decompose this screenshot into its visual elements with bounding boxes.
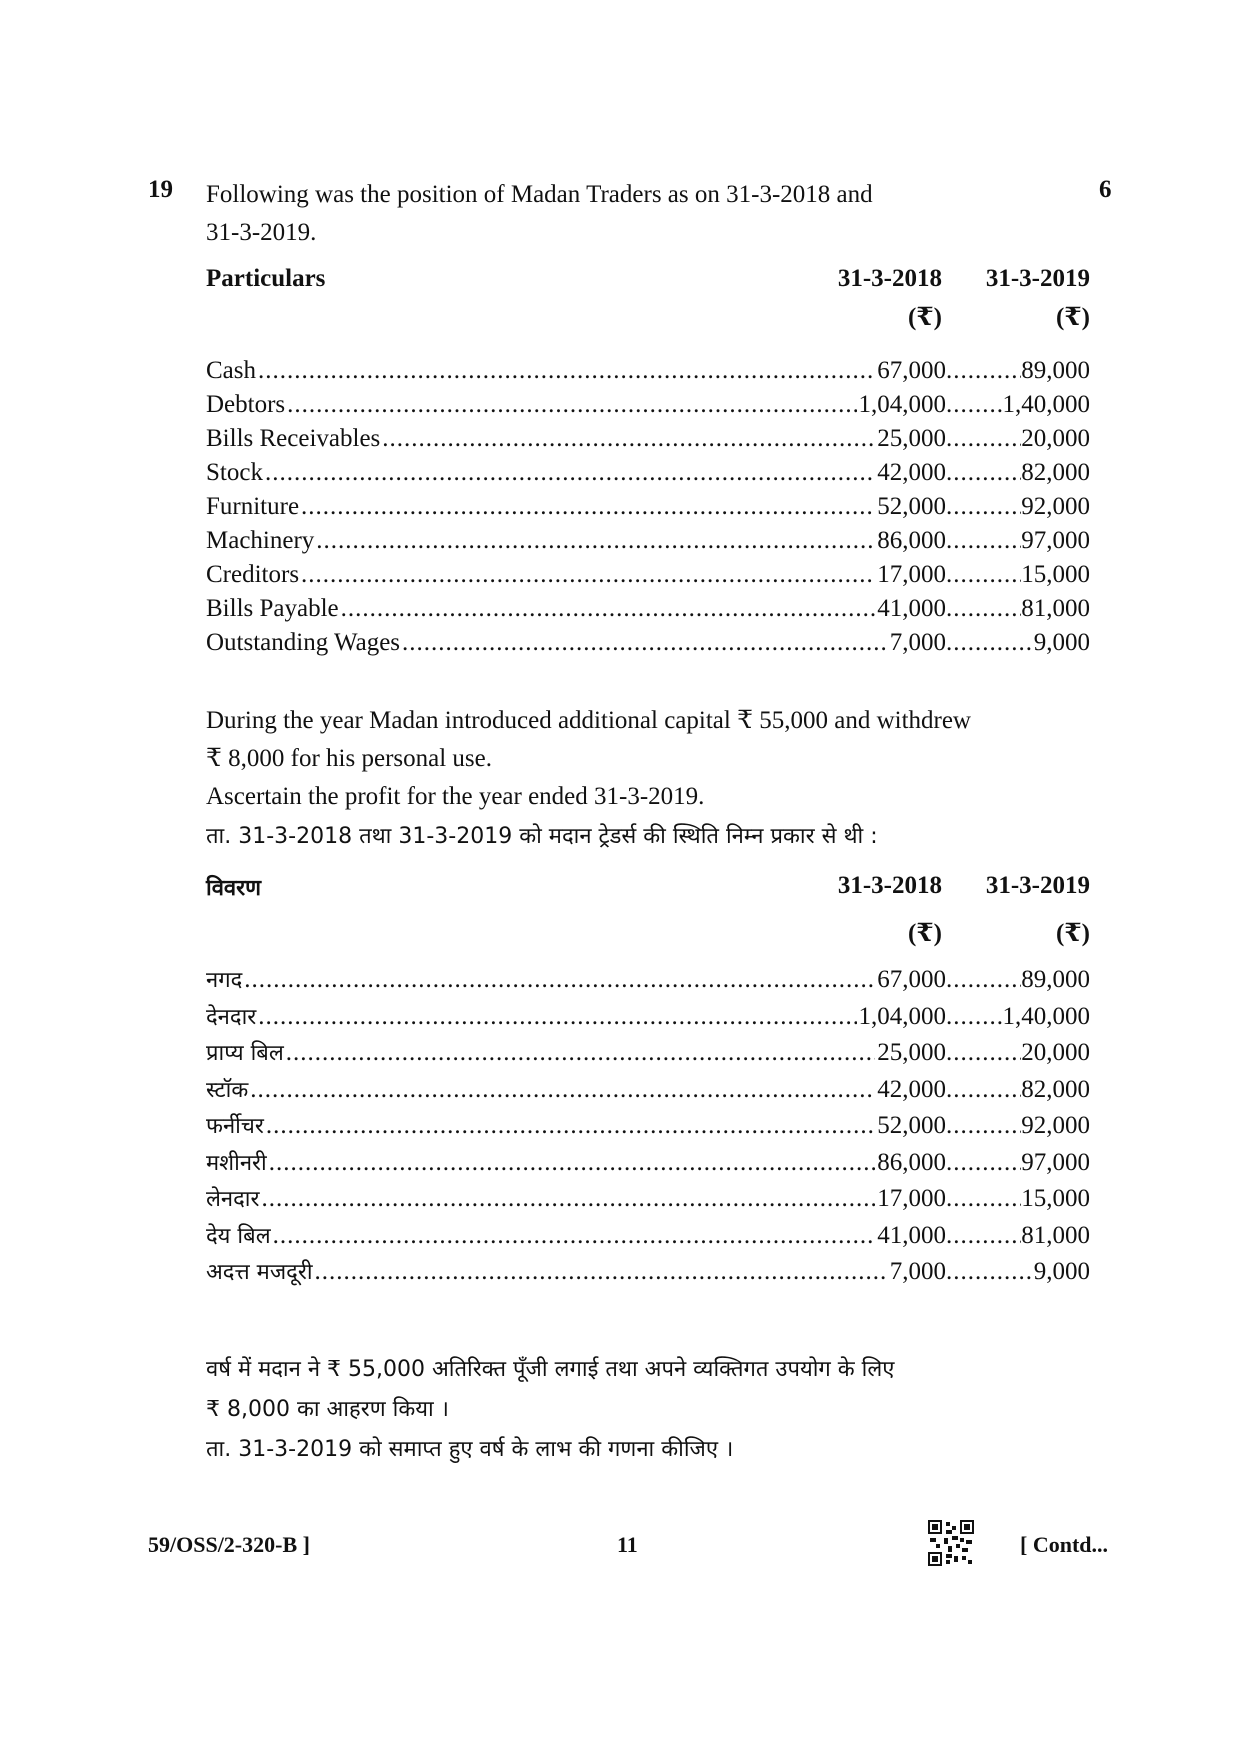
dot-leader (946, 1003, 1003, 1031)
hindi-row (206, 1183, 1090, 1220)
english-note-line1: During the year Madan introduced additional capital ₹ 55,000 and withdrew (206, 707, 971, 734)
hindi-note (206, 1350, 1106, 1470)
hindi-row-value-2019: 82,000 (1021, 1075, 1090, 1103)
dot-leader (946, 357, 1021, 385)
dot-leader (382, 425, 875, 453)
english-row (206, 425, 1090, 459)
hindi-row (206, 1001, 1090, 1038)
english-table (206, 265, 1090, 663)
hindi-row-value-2019: 20,000 (1021, 1039, 1090, 1066)
hindi-row-label: प्राप्य बिल (206, 1041, 284, 1066)
english-row-value-2019: 1,40,000 (1002, 391, 1090, 418)
hindi-row (206, 964, 1090, 1001)
hindi-header-col2: 31-3-2019 (985, 872, 1090, 899)
dot-leader (287, 391, 856, 419)
english-row (206, 561, 1090, 595)
hindi-row-value-2018: 17,000 (877, 1185, 946, 1212)
english-row (206, 357, 1090, 391)
hindi-row-label: स्टॉक (206, 1077, 249, 1103)
english-row-label: Outstanding Wages (206, 629, 401, 656)
hindi-row-label: नगद (206, 968, 243, 993)
english-row-value-2019: 81,000 (1021, 595, 1090, 622)
dot-leader (341, 595, 876, 623)
dot-leader (402, 629, 888, 657)
dot-leader (946, 1112, 1021, 1140)
dot-leader (946, 1258, 1034, 1286)
dot-leader (946, 1222, 1021, 1250)
dot-leader (946, 966, 1021, 994)
hindi-row-label: लेनदार (206, 1187, 260, 1212)
dot-leader (316, 527, 875, 555)
dot-leader (269, 1149, 876, 1177)
english-row-label: Bills Payable (206, 595, 339, 622)
dot-leader (946, 1185, 1021, 1213)
hindi-table-rows (206, 964, 1090, 1293)
dot-leader (946, 493, 1021, 521)
hindi-row-value-2018: 25,000 (877, 1039, 946, 1066)
english-row (206, 391, 1090, 425)
english-row-value-2019: 82,000 (1021, 459, 1090, 486)
hindi-row-value-2018: 52,000 (877, 1112, 946, 1139)
english-row (206, 527, 1090, 561)
dot-leader (946, 629, 1034, 657)
english-row-value-2019: 97,000 (1021, 527, 1090, 554)
dot-leader (286, 1039, 875, 1067)
english-note-line3: Ascertain the profit for the year ended 31-3-2019. (206, 783, 705, 810)
english-row-value-2019: 20,000 (1021, 425, 1090, 452)
question-text-line1: Following was the position of Madan Traders as on 31-3-2018 and (206, 181, 873, 208)
hindi-header-unit2: (₹) (1055, 920, 1090, 947)
qr-code-icon (928, 1520, 974, 1566)
hindi-row-label: फर्नीचर (206, 1114, 264, 1139)
header-col1: 31-3-2018 (837, 265, 942, 292)
english-table-header (206, 265, 1090, 345)
hindi-header-unit1: (₹) (907, 920, 942, 947)
english-row-label: Creditors (206, 561, 300, 588)
dot-leader (946, 1039, 1021, 1067)
hindi-row (206, 1037, 1090, 1074)
hindi-row-label: देनदार (206, 1004, 257, 1030)
english-row-value-2018: 17,000 (877, 561, 946, 588)
hindi-row-value-2018: 42,000 (877, 1075, 946, 1103)
hindi-header-particulars: विवरण (206, 876, 262, 901)
english-row-value-2018: 41,000 (877, 595, 946, 622)
dot-leader (946, 561, 1021, 589)
english-row (206, 629, 1090, 663)
english-row (206, 595, 1090, 629)
english-row-value-2018: 67,000 (877, 357, 946, 384)
question-text (206, 176, 1036, 252)
english-row (206, 459, 1090, 493)
hindi-note-line3: ता. 31-3-2019 को समाप्त हुए वर्ष के लाभ की गणना कीजिए । (206, 1437, 734, 1462)
hindi-row-value-2019: 15,000 (1021, 1185, 1090, 1212)
dot-leader (946, 527, 1021, 555)
hindi-row-value-2018: 86,000 (877, 1148, 946, 1176)
english-table-rows (206, 357, 1090, 663)
footer-contd: [ Contd... (1020, 1532, 1109, 1557)
dot-leader (262, 1185, 876, 1213)
dot-leader (946, 459, 1021, 487)
english-row-value-2019: 92,000 (1021, 493, 1090, 520)
footer-page-number: 11 (617, 1532, 638, 1557)
question-number: 19 (148, 176, 173, 203)
header-unit2: (₹) (1055, 304, 1090, 331)
hindi-table-header (206, 872, 1090, 964)
header-col2: 31-3-2019 (985, 265, 1090, 292)
dot-leader (258, 1003, 856, 1031)
english-row-value-2018: 86,000 (877, 527, 946, 554)
hindi-row-label: मशीनरी (206, 1150, 267, 1176)
hindi-row-value-2019: 89,000 (1021, 966, 1090, 993)
hindi-row-value-2018: 7,000 (889, 1258, 946, 1285)
dot-leader (315, 1258, 888, 1286)
hindi-row-value-2019: 1,40,000 (1002, 1002, 1090, 1030)
question-text-line2: 31-3-2019. (206, 219, 317, 246)
hindi-row-value-2018: 1,04,000 (858, 1002, 946, 1030)
hindi-header-col1: 31-3-2018 (837, 872, 942, 899)
dot-leader (301, 493, 875, 521)
hindi-row (206, 1256, 1090, 1293)
hindi-row (206, 1220, 1090, 1257)
hindi-intro: ता. 31-3-2018 तथा 31-3-2019 को मदान ट्रेडर्स की स्थिति निम्न प्रकार से थी : (206, 824, 878, 849)
dot-leader (946, 425, 1021, 453)
hindi-note-line2: ₹ 8,000 का आहरण किया । (206, 1397, 449, 1422)
english-row-label: Cash (206, 357, 256, 384)
dot-leader (266, 1112, 875, 1140)
hindi-note-line1: वर्ष में मदान ने ₹ 55,000 अतिरिक्त पूँजी लगाई तथा अपने व्यक्तिगत उपयोग के लिए (206, 1357, 895, 1382)
english-note (206, 702, 1076, 816)
hindi-row (206, 1147, 1090, 1184)
header-unit1: (₹) (907, 304, 942, 331)
hindi-row-value-2018: 41,000 (877, 1221, 946, 1249)
english-note-line2: ₹ 8,000 for his personal use. (206, 745, 492, 772)
hindi-row (206, 1074, 1090, 1111)
english-row-label: Debtors (206, 391, 286, 418)
english-row-value-2018: 25,000 (877, 425, 946, 452)
english-row-value-2018: 52,000 (877, 493, 946, 520)
hindi-row-label: देय बिल (206, 1223, 271, 1249)
dot-leader (946, 1076, 1021, 1104)
dot-leader (265, 459, 875, 487)
hindi-row-value-2019: 97,000 (1021, 1148, 1090, 1176)
english-row-label: Furniture (206, 493, 300, 520)
english-row-value-2019: 89,000 (1021, 357, 1090, 384)
footer-code: 59/OSS/2-320-B ] (148, 1532, 310, 1557)
hindi-row-label: अदत्त मजदूरी (206, 1260, 313, 1285)
english-row (206, 493, 1090, 527)
hindi-row (206, 1110, 1090, 1147)
english-row-value-2018: 42,000 (877, 459, 946, 486)
english-row-label: Machinery (206, 527, 315, 554)
dot-leader (258, 357, 875, 385)
dot-leader (946, 1149, 1021, 1177)
english-row-value-2019: 9,000 (1033, 629, 1090, 656)
dot-leader (273, 1222, 876, 1250)
hindi-row-value-2019: 9,000 (1033, 1258, 1090, 1285)
english-row-value-2018: 7,000 (889, 629, 946, 656)
english-row-label: Bills Receivables (206, 425, 381, 452)
dot-leader (946, 595, 1021, 623)
dot-leader (244, 966, 875, 994)
question-marks: 6 (1099, 176, 1112, 203)
english-row-label: Stock (206, 459, 263, 486)
hindi-table (206, 872, 1090, 1293)
hindi-row-value-2019: 81,000 (1021, 1221, 1090, 1249)
hindi-row-value-2019: 92,000 (1021, 1112, 1090, 1139)
dot-leader (946, 391, 1003, 419)
header-particulars: Particulars (206, 265, 326, 292)
english-row-value-2018: 1,04,000 (858, 391, 946, 418)
dot-leader (250, 1076, 875, 1104)
hindi-row-value-2018: 67,000 (877, 966, 946, 993)
english-row-value-2019: 15,000 (1021, 561, 1090, 588)
dot-leader (301, 561, 875, 589)
